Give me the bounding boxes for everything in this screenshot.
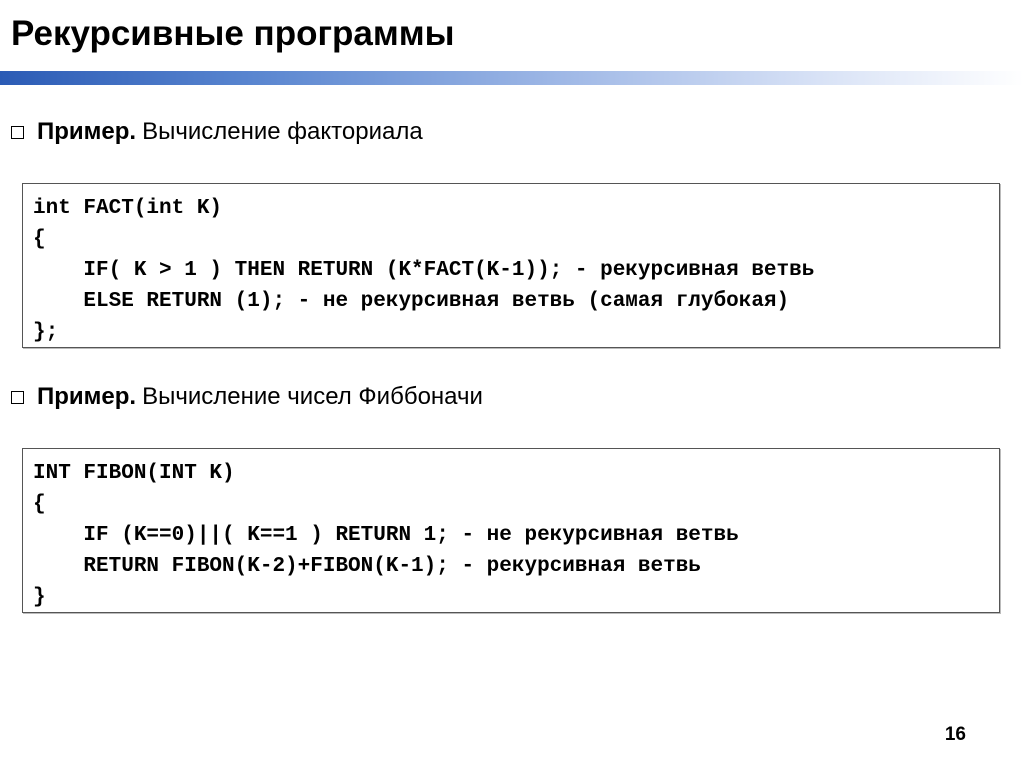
code-line: INT FIBON(INT K) xyxy=(33,462,235,485)
code-line: }; xyxy=(33,321,59,344)
code-block-fibonacci xyxy=(22,448,1000,613)
example-label: Пример. xyxy=(37,383,137,410)
example-factorial-heading xyxy=(11,120,423,144)
example-fibonacci-heading xyxy=(11,385,483,409)
square-bullet-icon xyxy=(11,126,24,139)
code-block-factorial xyxy=(22,183,1000,348)
square-bullet-icon xyxy=(11,391,24,404)
code-line: { xyxy=(33,228,46,251)
code-line: RETURN FIBON(K-2)+FIBON(K-1); - рекурсивная ветвь xyxy=(33,555,701,578)
code-line: { xyxy=(33,493,46,516)
example-description: Вычисление факториала xyxy=(142,118,423,145)
title-gradient-rule xyxy=(0,71,1024,85)
code-line: int FACT(int K) xyxy=(33,197,223,220)
page-number: 16 xyxy=(944,724,966,745)
slide-title: Рекурсивные программы xyxy=(11,14,455,53)
example-label: Пример. xyxy=(37,118,137,145)
code-line: IF (K==0)||( K==1 ) RETURN 1; - не рекурсивная ветвь xyxy=(33,524,739,547)
example-description: Вычисление чисел Фиббоначи xyxy=(142,383,483,410)
code-line: IF( K > 1 ) THEN RETURN (K*FACT(K-1)); - рекурсивная ветвь xyxy=(33,259,815,282)
code-line: } xyxy=(33,586,46,609)
code-line: ELSE RETURN (1); - не рекурсивная ветвь (самая глубокая) xyxy=(33,290,790,313)
